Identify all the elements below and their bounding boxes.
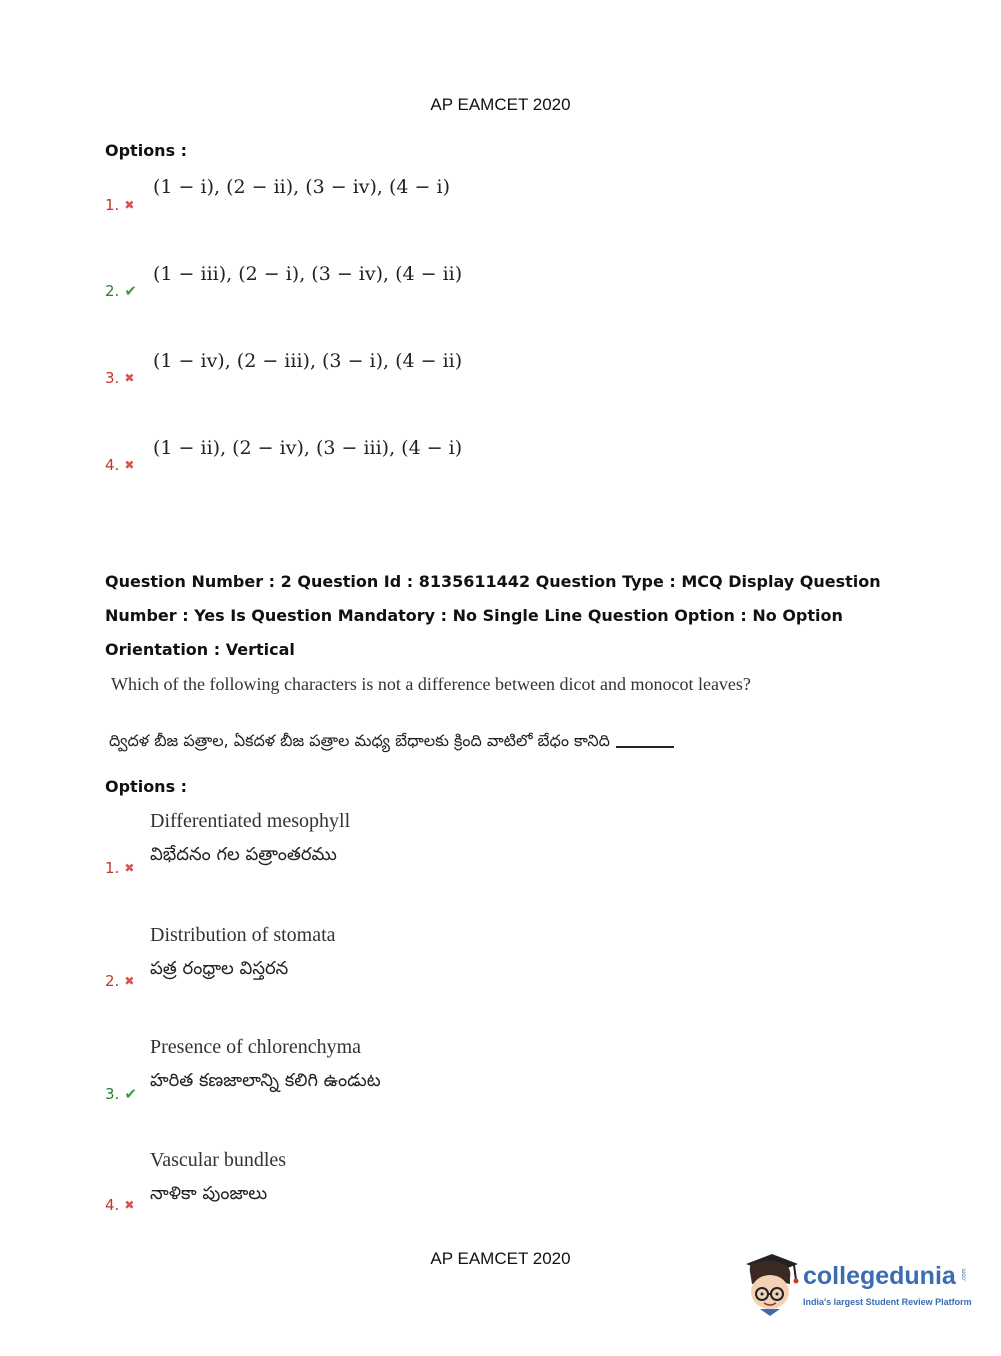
cross-icon: ✖ bbox=[124, 371, 135, 385]
check-icon: ✔ bbox=[124, 282, 137, 300]
q2-option-1-english: Differentiated mesophyll bbox=[150, 810, 351, 832]
page-header: AP EAMCET 2020 bbox=[430, 95, 571, 114]
q2-option-2-number: 2. ✖ bbox=[105, 972, 135, 990]
q2-option-1-number: 1. ✖ bbox=[105, 859, 135, 877]
q1-option-2-number: 2. ✔ bbox=[105, 282, 137, 300]
logo-tagline: India's largest Student Review Platform bbox=[803, 1297, 972, 1307]
cross-icon: ✖ bbox=[124, 1198, 135, 1212]
cross-icon: ✖ bbox=[124, 974, 135, 988]
options-label: Options : bbox=[105, 141, 188, 160]
q2-option-3-telugu: హరిత కణజాలాన్ని కలిగి ఉండుట bbox=[150, 1070, 381, 1091]
q1-option-4-text: (1 − ii), (2 − iv), (3 − iii), (4 − i) bbox=[153, 437, 463, 459]
q2-option-3-english: Presence of chlorenchyma bbox=[150, 1036, 362, 1058]
q2-option-4-telugu: నాళికా పుంజాలు bbox=[150, 1183, 268, 1204]
q1-option-1-number: 1. ✖ bbox=[105, 196, 135, 214]
q1-option-3-number: 3. ✖ bbox=[105, 369, 135, 387]
cross-icon: ✖ bbox=[124, 861, 135, 875]
question-meta-line-3: Orientation : Vertical bbox=[105, 640, 295, 659]
cross-icon: ✖ bbox=[124, 458, 135, 472]
q2-option-2-english: Distribution of stomata bbox=[150, 924, 336, 946]
mascot-icon bbox=[742, 1250, 804, 1316]
question-stem-telugu: ద్విదళ బీజ పత్రాల, ఏకదళ బీజ పత్రాల మధ్య బేధాలకు క్రింది వాటిలో బేధం కానిది bbox=[109, 731, 674, 754]
q2-option-3-number: 3. ✔ bbox=[105, 1085, 137, 1103]
q2-option-2-telugu: పత్ర రంధ్రాల విస్తరన bbox=[150, 958, 289, 979]
check-icon: ✔ bbox=[124, 1085, 137, 1103]
options-label: Options : bbox=[105, 777, 188, 796]
q2-option-1-telugu: విభేదనం గల పత్రాంతరము bbox=[150, 844, 337, 865]
q1-option-4-number: 4. ✖ bbox=[105, 456, 135, 474]
question-meta-line-1: Question Number : 2 Question Id : 8135611442 Question Type : MCQ Display Question bbox=[105, 572, 881, 591]
question-meta-line-2: Number : Yes Is Question Mandatory : No Single Line Question Option : No Option bbox=[105, 606, 843, 625]
logo-text: collegedunia bbox=[803, 1262, 956, 1290]
q1-option-3-text: (1 − iv), (2 − iii), (3 − i), (4 − ii) bbox=[153, 350, 463, 372]
q1-option-2-text: (1 − iii), (2 − i), (3 − iv), (4 − ii) bbox=[153, 263, 463, 285]
q2-option-4-number: 4. ✖ bbox=[105, 1196, 135, 1214]
q2-option-4-english: Vascular bundles bbox=[150, 1149, 287, 1171]
answer-blank bbox=[616, 746, 674, 748]
cross-icon: ✖ bbox=[124, 198, 135, 212]
page-footer: AP EAMCET 2020 bbox=[430, 1249, 571, 1268]
logo-suffix: .com bbox=[961, 1268, 968, 1282]
question-stem-english: Which of the following characters is not a difference between dicot and monocot leaves? bbox=[111, 674, 751, 694]
q1-option-1-text: (1 − i), (2 − ii), (3 − iv), (4 − i) bbox=[153, 176, 451, 198]
